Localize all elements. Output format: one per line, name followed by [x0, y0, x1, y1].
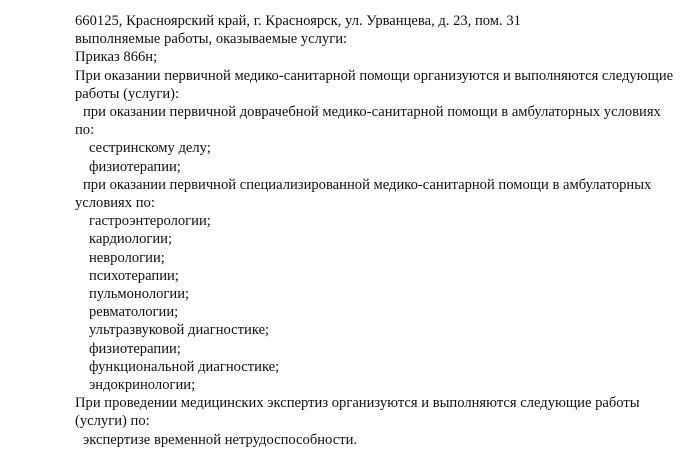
specialized-heading-line-1: при оказании первичной специализированной медико-санитарной помощи в амбулаторных	[83, 176, 652, 193]
list-item: функциональной диагностике;	[89, 358, 280, 375]
order-reference: Приказ 866н;	[75, 49, 158, 66]
address-line: 660125, Красноярский край, г. Красноярск, ул. Урванцева, д. 23, пом. 31	[75, 13, 521, 29]
works-label: выполняемые работы, оказываемые услуги:	[75, 31, 348, 48]
license-document	[75, 12, 691, 449]
list-item: ревматологии;	[89, 304, 179, 321]
pre-doctor-heading-line-1: при оказании первичной доврачебной медико-санитарной помощи в амбулаторных условиях	[83, 104, 661, 121]
list-item: сестринскому делу;	[89, 140, 211, 157]
specialized-heading-line-2: условиях по:	[75, 195, 155, 212]
list-item: психотерапии;	[89, 267, 179, 284]
list-item: пульмонологии;	[89, 286, 190, 303]
list-item: неврологии;	[89, 249, 165, 266]
primary-care-heading-line-1: При оказании первичной медико-санитарной помощи организуются и выполняются следующие	[75, 67, 674, 84]
list-item: кардиологии;	[89, 231, 173, 248]
pre-doctor-heading-line-2: по:	[75, 122, 95, 139]
expertise-heading-line-1: При проведении медицинских экспертиз организуются и выполняются следующие работы	[75, 395, 640, 412]
list-item: эндокринологии;	[89, 377, 196, 394]
list-item: физиотерапии;	[89, 340, 181, 357]
primary-care-heading-line-2: работы (услуги):	[75, 85, 180, 102]
list-item: физиотерапии;	[89, 158, 181, 175]
list-item: экспертизе временной нетрудоспособности.	[83, 431, 358, 448]
expertise-heading-line-2: (услуги) по:	[75, 413, 150, 430]
list-item: ультразвуковой диагностике;	[89, 322, 270, 339]
list-item: гастроэнтерологии;	[89, 213, 211, 230]
